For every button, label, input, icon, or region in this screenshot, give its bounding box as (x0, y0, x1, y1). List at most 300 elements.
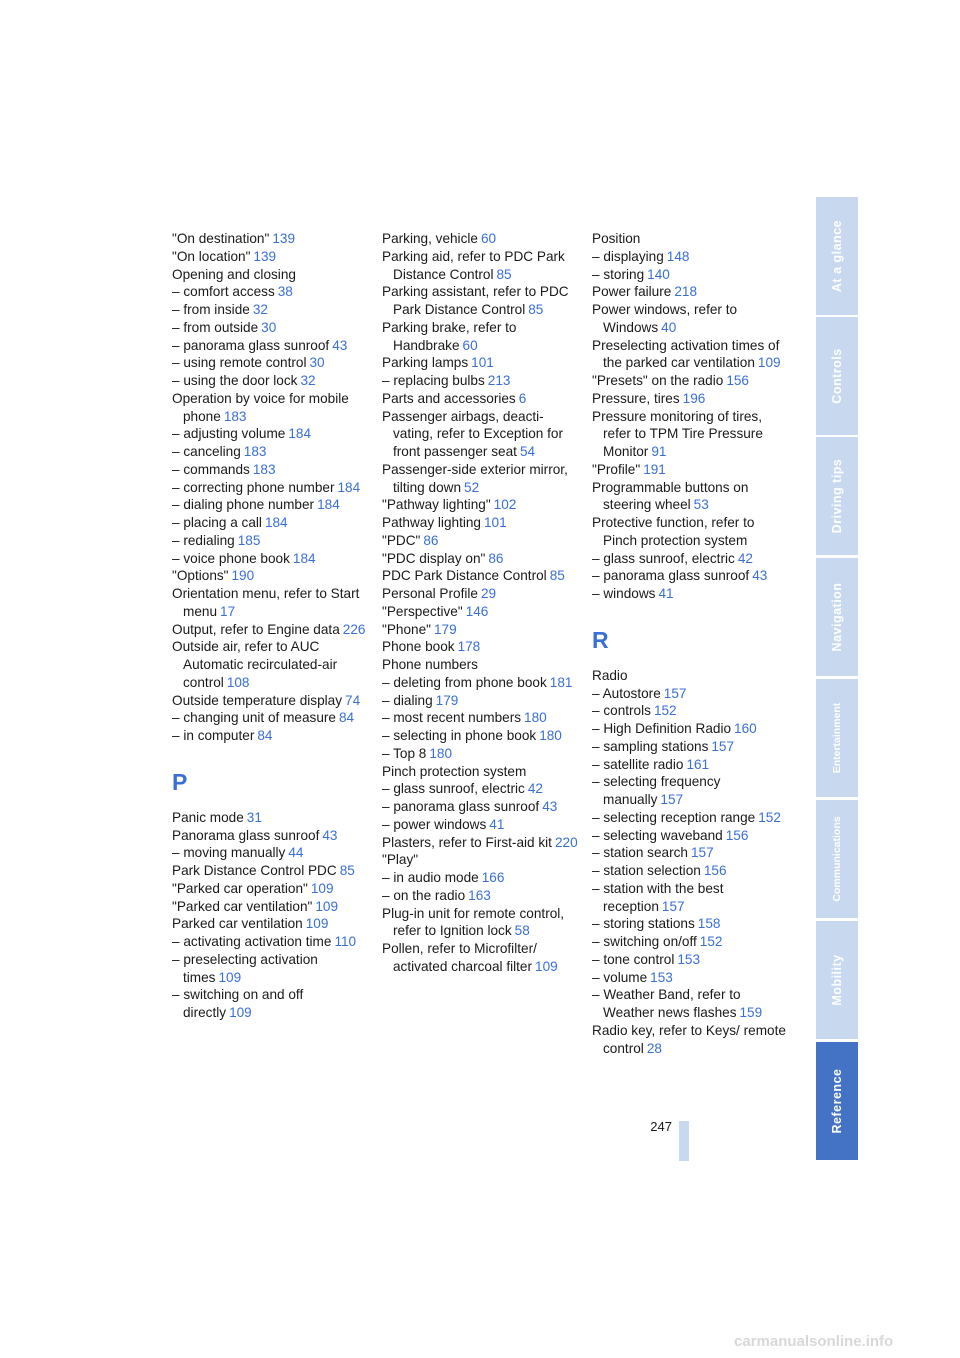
tab-mobility[interactable] (816, 921, 858, 1039)
index-term: – most recent numbers (382, 710, 522, 726)
index-term: – volume (592, 969, 648, 985)
index-term: Passenger airbags, deacti-vating, refer to Exception for front passenger seat (382, 408, 564, 459)
page-reference-link[interactable]: 153 (677, 951, 701, 967)
index-term: Pollen, refer to Microfilter/ activated charcoal filter (382, 941, 537, 974)
index-term: – station search (592, 845, 688, 861)
page-reference-link[interactable]: 85 (339, 863, 355, 878)
index-term: – in audio mode (382, 870, 479, 885)
index-entry (592, 301, 792, 337)
index-entry (172, 951, 372, 987)
index-term: Plasters, refer to First-aid kit (382, 834, 552, 850)
page-reference-link[interactable]: 109 (218, 969, 242, 985)
index-term: – displaying (592, 248, 664, 264)
index-entry (592, 567, 792, 585)
index-entry (382, 674, 582, 692)
index-term: "Perspective" (382, 603, 463, 619)
index-term: – selecting reception range (592, 809, 756, 825)
page-reference-link[interactable]: 191 (643, 461, 666, 477)
index-term: – in computer (172, 728, 255, 743)
index-term: "Options" (172, 568, 229, 584)
index-entry (382, 230, 582, 248)
page-reference-link[interactable]: 157 (690, 845, 714, 861)
index-term: – correcting phone number (172, 479, 335, 495)
index-term: – selecting in phone book (382, 728, 537, 743)
tab-driving-tips[interactable] (816, 437, 858, 555)
page-reference-link[interactable]: 180 (524, 710, 547, 726)
index-entry (172, 933, 372, 951)
index-entry (382, 851, 582, 869)
index-term: – High Definition Radio (592, 721, 732, 736)
index-term: – from outside (172, 319, 259, 335)
index-term: "On location" (172, 248, 251, 264)
index-entry (382, 390, 582, 408)
index-term: – panorama glass sunroof (172, 337, 330, 353)
page-reference-link[interactable]: 183 (243, 444, 267, 459)
index-term: Phone book (382, 639, 455, 655)
index-column-1 (172, 230, 372, 1022)
index-term: Personal Profile (382, 586, 478, 601)
tab-reference[interactable] (816, 1042, 858, 1160)
index-term: Protective function, refer to Pinch protection system (592, 515, 755, 548)
page-reference-link[interactable]: 109 (315, 898, 339, 914)
page-reference-link[interactable]: 91 (651, 444, 667, 459)
tab-at-a-glance[interactable] (816, 197, 858, 315)
index-term: Panorama glass sunroof (172, 827, 320, 843)
tab-label: Mobility (830, 954, 844, 1006)
index-term: – storing stations (592, 916, 695, 932)
index-term: "Parked car operation" (172, 880, 308, 896)
index-term: – using the door lock (172, 373, 298, 388)
page-reference-link[interactable]: 183 (223, 408, 247, 424)
page-reference-link[interactable]: 146 (465, 603, 489, 619)
page-reference-link[interactable]: 161 (686, 756, 710, 772)
page-reference-link[interactable]: 157 (661, 898, 685, 914)
page-reference-link[interactable]: 166 (481, 870, 505, 885)
index-term: – panorama glass sunroof (382, 799, 540, 814)
page-reference-link[interactable]: 40 (661, 319, 677, 335)
page-reference-link[interactable]: 30 (309, 355, 325, 371)
index-term: "Parked car ventilation" (172, 898, 313, 914)
index-term: – power windows (382, 816, 487, 832)
index-term: – using remote control (172, 355, 307, 371)
index-term: – preselecting activation times (172, 951, 318, 985)
index-term: Parking lamps (382, 355, 469, 371)
index-term: – Autostore (592, 685, 661, 701)
index-entry (592, 986, 792, 1022)
page-reference-link[interactable]: 158 (697, 916, 721, 932)
index-term: Parking, vehicle (382, 231, 478, 246)
index-term: "Pathway lighting" (382, 497, 491, 513)
index-entry (592, 248, 792, 266)
page-reference-link[interactable]: 101 (484, 515, 507, 530)
index-entry (172, 372, 372, 390)
index-term: – switching on/off (592, 934, 697, 949)
page-reference-link[interactable]: 181 (549, 674, 573, 690)
index-term: Pathway lighting (382, 515, 481, 530)
index-term: – tone control (592, 951, 675, 967)
index-term: "Play" (382, 852, 419, 868)
index-column-2 (382, 230, 582, 976)
index-entry (382, 283, 582, 319)
index-entry (382, 763, 582, 781)
index-entry (382, 248, 582, 284)
index-entry (592, 461, 792, 479)
index-entry (382, 834, 582, 852)
page-reference-link[interactable]: 163 (468, 887, 491, 903)
section-letter-p: P (172, 768, 188, 795)
index-entry (172, 827, 372, 845)
page-reference-link[interactable]: 226 (342, 621, 366, 637)
page-reference-link[interactable]: 43 (322, 827, 338, 843)
index-term: – deleting from phone book (382, 674, 547, 690)
page-reference-link[interactable]: 185 (237, 532, 261, 548)
index-entry (172, 709, 372, 727)
index-term: – satellite radio (592, 756, 684, 772)
index-entry (172, 638, 372, 691)
page-reference-link[interactable]: 184 (292, 550, 316, 566)
index-term: – switching on and off directly (172, 987, 304, 1020)
page-reference-link[interactable]: 184 (317, 497, 340, 513)
index-entry (592, 230, 792, 248)
index-entry (172, 727, 372, 745)
page-reference-link[interactable]: 84 (339, 710, 355, 726)
page-reference-link[interactable]: 29 (480, 586, 497, 601)
page-reference-link[interactable]: 109 (305, 916, 329, 932)
index-term: – storing (592, 266, 645, 282)
index-entry (592, 951, 792, 969)
index-entry (382, 727, 582, 745)
index-term: – comfort access (172, 284, 275, 300)
tab-label: Reference (830, 1068, 844, 1134)
page-reference-link[interactable]: 38 (277, 284, 293, 300)
index-entry (172, 354, 372, 372)
page-reference-link[interactable]: 53 (693, 497, 709, 513)
section-tabs (816, 197, 858, 1161)
index-entry (172, 692, 372, 710)
page-reference-link[interactable]: 109 (310, 880, 334, 896)
index-entry (592, 773, 792, 809)
tab-controls[interactable] (816, 317, 858, 435)
index-term: – selecting waveband (592, 827, 723, 843)
page-reference-link[interactable]: 6 (518, 390, 527, 406)
index-entry (592, 514, 792, 550)
index-entry (592, 479, 792, 515)
index-term: – windows (592, 586, 656, 601)
index-entry (592, 862, 792, 880)
index-entry (382, 780, 582, 798)
index-term: Power failure (592, 284, 672, 300)
index-term: "Profile" (592, 461, 641, 477)
index-entry (172, 479, 372, 497)
index-term: – panorama glass sunroof (592, 568, 750, 584)
index-term: Parking brake, refer to Handbrake (382, 319, 517, 353)
index-term: – moving manually (172, 845, 286, 861)
page-reference-link[interactable]: 157 (711, 738, 735, 754)
index-term: – redialing (172, 532, 235, 548)
page-reference-link[interactable]: 86 (488, 550, 504, 566)
index-entry (382, 496, 582, 514)
index-entry (382, 532, 582, 550)
page-reference-link[interactable]: 184 (264, 515, 288, 530)
index-entry (172, 443, 372, 461)
page-reference-link[interactable]: 102 (493, 497, 517, 513)
page-reference-link[interactable]: 44 (288, 845, 304, 861)
index-entry (172, 567, 372, 585)
index-term: PDC Park Distance Control (382, 568, 547, 584)
page-reference-link[interactable]: 152 (653, 703, 677, 719)
index-entry (172, 230, 372, 248)
page-reference-link[interactable]: 86 (423, 532, 439, 548)
index-entry (382, 621, 582, 639)
index-entry (592, 283, 792, 301)
index-entry (172, 514, 372, 532)
page-reference-link[interactable]: 110 (334, 934, 357, 949)
page-reference-link[interactable]: 156 (725, 827, 749, 843)
page-reference-link[interactable]: 139 (272, 231, 296, 246)
page-reference-link[interactable]: 196 (682, 390, 706, 406)
tab-entertainment[interactable] (816, 679, 858, 797)
index-entry (382, 372, 582, 390)
index-entry (592, 756, 792, 774)
page-reference-link[interactable]: 218 (674, 284, 698, 300)
index-entry (382, 461, 582, 497)
page-reference-link[interactable]: 60 (462, 337, 478, 353)
index-term: – Top 8 (382, 745, 427, 761)
index-term: Parked car ventilation (172, 916, 303, 932)
index-term: "On destination" (172, 231, 270, 246)
page-reference-link[interactable]: 43 (542, 799, 558, 814)
page-reference-link[interactable]: 190 (231, 568, 255, 584)
page-reference-link[interactable]: 109 (229, 1005, 252, 1020)
index-term: – activating activation time (172, 934, 332, 949)
index-entry (592, 880, 792, 916)
index-term: Passenger-side exterior mirror, tilting down (382, 461, 568, 495)
index-entry (382, 692, 582, 710)
index-term: "PDC display on" (382, 550, 486, 566)
index-entry (172, 880, 372, 898)
index-term: Parking assistant, refer to PDC Park Distance Control (382, 284, 569, 317)
index-entry (172, 248, 372, 266)
index-term: Pinch protection system (382, 763, 527, 779)
index-term: – station with the best reception (592, 880, 724, 914)
index-entry (382, 638, 582, 656)
page-reference-link[interactable]: 148 (666, 248, 690, 264)
index-entry (592, 550, 792, 568)
page-reference-link[interactable]: 84 (257, 728, 273, 743)
page-reference-link[interactable]: 156 (726, 373, 749, 388)
index-term: Radio key, refer to Keys/ remote control (592, 1022, 786, 1056)
index-term: – dialing phone number (172, 497, 315, 513)
index-term: Phone numbers (382, 657, 478, 672)
index-term: Output, refer to Engine data (172, 621, 340, 637)
index-entry (382, 905, 582, 941)
index-term: Outside temperature display (172, 692, 343, 708)
index-entry (592, 390, 792, 408)
page-reference-link[interactable]: 41 (658, 586, 674, 601)
index-term: Parking aid, refer to PDC Park Distance Control (382, 248, 565, 282)
index-entry (592, 844, 792, 862)
page-reference-link[interactable]: 85 (549, 568, 565, 584)
index-entry (172, 496, 372, 514)
index-term: – station selection (592, 863, 701, 878)
index-entry (592, 337, 792, 373)
index-term: Operation by voice for mobile phone (172, 390, 349, 424)
index-term: Outside air, refer to AUC Automatic recirculated-air control (172, 639, 338, 690)
index-entry (592, 266, 792, 284)
page-reference-link[interactable]: 52 (464, 479, 480, 495)
page-reference-link[interactable]: 32 (252, 302, 268, 317)
index-entry (172, 898, 372, 916)
page-reference-link[interactable]: 152 (758, 809, 781, 825)
page-reference-link[interactable]: 179 (435, 692, 459, 708)
index-term: Preselecting activation times of the parked car ventilation (592, 337, 780, 371)
index-entry (382, 816, 582, 834)
page-reference-link[interactable]: 179 (433, 621, 457, 637)
page-reference-link[interactable]: 184 (288, 426, 312, 442)
index-term: Parts and accessories (382, 390, 516, 406)
index-entry (172, 337, 372, 355)
index-entry (382, 603, 582, 621)
page-number: 247 (650, 1119, 672, 1134)
page-reference-link[interactable]: 152 (699, 934, 723, 949)
page-reference-link[interactable]: 156 (703, 863, 727, 878)
index-entry (592, 667, 792, 685)
tab-label: Communications (831, 816, 843, 902)
page-reference-link[interactable]: 157 (660, 792, 684, 807)
index-term: Orientation menu, refer to Start menu (172, 586, 360, 619)
index-entry (172, 283, 372, 301)
page-reference-link[interactable]: 159 (739, 1005, 763, 1020)
index-entry (382, 656, 582, 674)
page-reference-link[interactable]: 180 (539, 728, 562, 743)
index-term: Plug-in unit for remote control, refer to Ignition lock (382, 905, 565, 939)
index-term: – selecting frequency manually (592, 774, 721, 807)
index-entry (382, 940, 582, 976)
index-entry (592, 1022, 792, 1058)
watermark: carmanualsonline.info (734, 1333, 894, 1350)
page-reference-link[interactable]: 42 (737, 550, 753, 566)
index-term: "Phone" (382, 621, 431, 637)
page-reference-link[interactable]: 139 (253, 248, 277, 264)
page-reference-link[interactable]: 140 (647, 266, 670, 282)
index-entry (172, 862, 372, 880)
index-term: Opening and closing (172, 266, 296, 282)
index-entry (592, 702, 792, 720)
page-reference-link[interactable]: 213 (487, 373, 511, 388)
page-reference-link[interactable]: 178 (457, 639, 481, 655)
page-reference-link[interactable]: 54 (519, 444, 536, 459)
page-reference-link[interactable]: 184 (337, 479, 361, 495)
index-entry (172, 621, 372, 639)
index-entry (172, 915, 372, 933)
tab-navigation[interactable] (816, 558, 858, 676)
page-reference-link[interactable]: 160 (734, 721, 757, 736)
index-entry (382, 585, 582, 603)
index-entry (592, 585, 792, 603)
page-reference-link[interactable]: 31 (246, 809, 262, 825)
page-reference-link[interactable]: 153 (650, 969, 673, 985)
index-entry (592, 408, 792, 461)
index-entry (172, 844, 372, 862)
page-reference-link[interactable]: 60 (480, 231, 497, 246)
index-entry (592, 933, 792, 951)
index-entry (172, 301, 372, 319)
index-entry (382, 869, 582, 887)
page-reference-link[interactable]: 85 (528, 302, 544, 317)
index-entry (382, 709, 582, 727)
index-entry (382, 354, 582, 372)
index-term: – sampling stations (592, 738, 709, 754)
page-reference-link[interactable]: 108 (226, 674, 250, 690)
index-entry (382, 887, 582, 905)
page-reference-link[interactable]: 157 (663, 685, 687, 701)
index-term: Park Distance Control PDC (172, 863, 337, 878)
index-entry (382, 408, 582, 461)
index-term: – canceling (172, 444, 241, 459)
page-reference-link[interactable]: 101 (471, 355, 494, 371)
tab-communications[interactable] (816, 800, 858, 918)
page-reference-link[interactable]: 32 (300, 373, 316, 388)
index-entry (172, 425, 372, 443)
index-term: Programmable buttons on steering wheel (592, 479, 749, 513)
page-reference-link[interactable]: 41 (489, 816, 505, 832)
index-entry (172, 390, 372, 426)
page-reference-link[interactable]: 42 (527, 781, 543, 797)
index-entry (382, 514, 582, 532)
tab-label: At a glance (830, 219, 844, 293)
page-reference-link[interactable]: 109 (535, 958, 558, 974)
index-term: – glass sunroof, electric (382, 781, 525, 797)
index-term: – on the radio (382, 887, 466, 903)
index-entry (382, 319, 582, 355)
page-reference-link[interactable]: 17 (220, 603, 236, 619)
page-reference-link[interactable]: 43 (752, 568, 768, 584)
page-reference-link[interactable]: 220 (554, 834, 578, 850)
index-entry (592, 969, 792, 987)
index-term: – commands (172, 461, 250, 477)
index-column-3 (592, 230, 792, 1057)
page-reference-link[interactable]: 30 (261, 319, 277, 335)
page-reference-link[interactable]: 43 (332, 337, 348, 353)
index-term: – placing a call (172, 515, 262, 530)
index-term: – Weather Band, refer to Weather news flashes (592, 987, 741, 1020)
page-reference-link[interactable]: 109 (757, 355, 781, 371)
tab-label: Controls (830, 348, 844, 404)
index-entry (172, 550, 372, 568)
index-entry (172, 532, 372, 550)
index-term: "PDC" (382, 532, 421, 548)
index-entry (172, 319, 372, 337)
index-entry (382, 798, 582, 816)
page-reference-link[interactable]: 180 (429, 745, 453, 761)
index-entry (592, 915, 792, 933)
page-reference-link[interactable]: 74 (345, 692, 361, 708)
page-reference-link[interactable]: 28 (646, 1040, 662, 1056)
index-term: – from inside (172, 302, 250, 317)
index-term: – voice phone book (172, 550, 290, 566)
page-reference-link[interactable]: 183 (252, 461, 276, 477)
page-reference-link[interactable]: 85 (496, 266, 512, 282)
index-entry (592, 738, 792, 756)
page-reference-link[interactable]: 58 (514, 923, 530, 939)
index-entry (382, 567, 582, 585)
index-term: – glass sunroof, electric (592, 550, 735, 566)
index-term: – replacing bulbs (382, 373, 485, 388)
tab-label: Entertainment (831, 702, 843, 774)
index-term: Panic mode (172, 809, 244, 825)
index-term: – controls (592, 703, 651, 719)
index-term: Pressure, tires (592, 390, 680, 406)
